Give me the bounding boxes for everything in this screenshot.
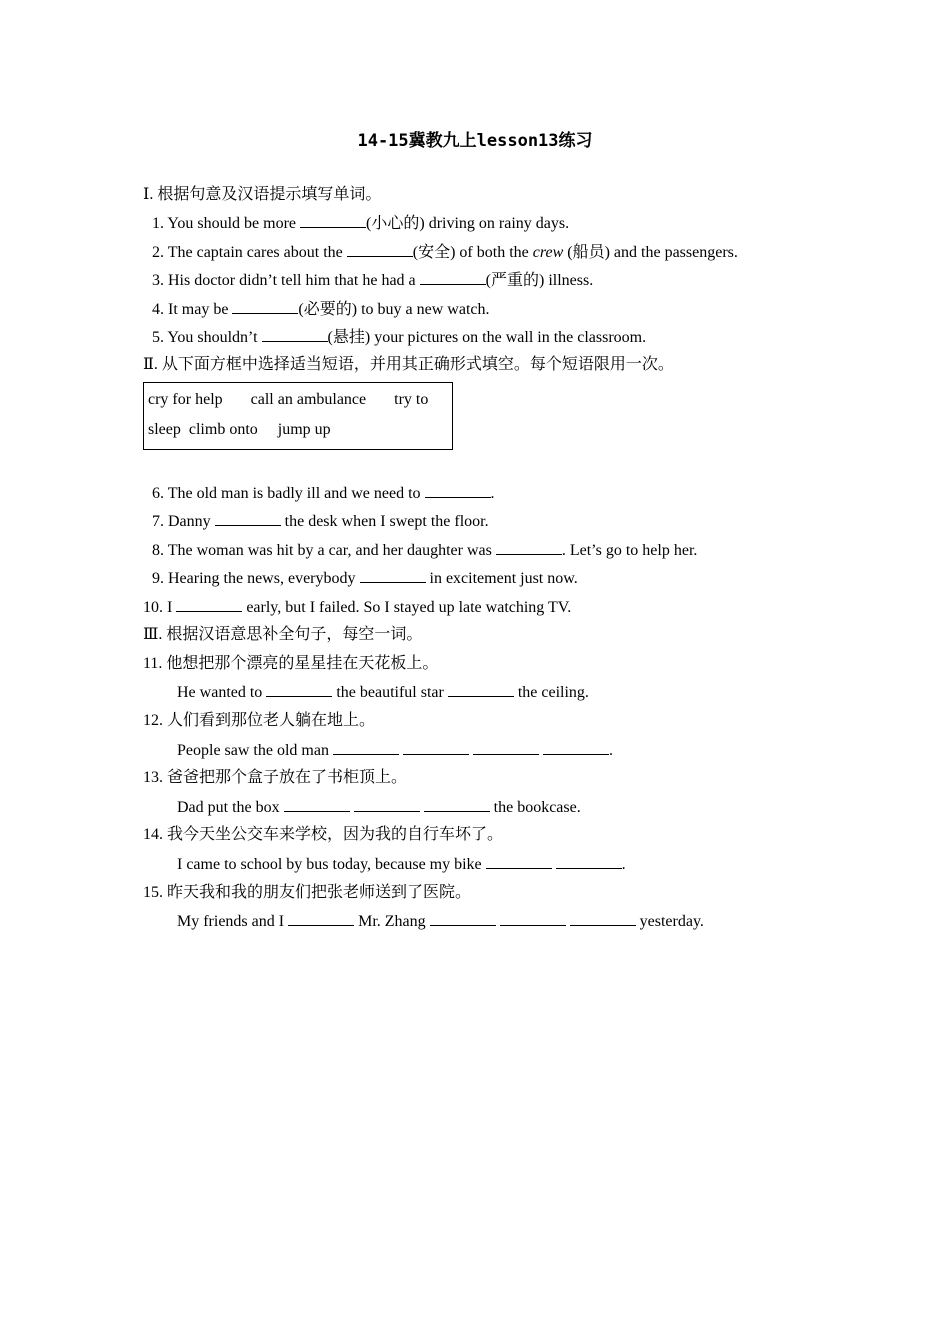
section3-heading: Ⅲ. 根据汉语意思补全句子，每空一词。 (143, 626, 423, 643)
answer-blank[interactable] (176, 597, 242, 612)
answer-blank[interactable] (543, 740, 609, 755)
question-15-english: My friends and I Mr. Zhang yesterday. (177, 913, 704, 930)
answer-blank[interactable] (420, 270, 486, 285)
phrase: call an ambulance (250, 391, 367, 408)
answer-blank[interactable] (473, 740, 539, 755)
question-3: 3. His doctor didn’t tell him that he had a (严重的) illness. (152, 272, 594, 289)
answer-blank[interactable] (403, 740, 469, 755)
answer-blank[interactable] (333, 740, 399, 755)
question-11-chinese: 11. 他想把那个漂亮的星星挂在天花板上。 (143, 655, 439, 672)
answer-blank[interactable] (496, 540, 562, 555)
phrase: try to (394, 391, 429, 408)
question-6: 6. The old man is badly ill and we need to . (152, 485, 495, 502)
answer-blank[interactable] (284, 797, 350, 812)
answer-blank[interactable] (500, 911, 566, 926)
question-12-chinese: 12. 人们看到那位老人躺在地上。 (143, 712, 376, 729)
question-14-english: I came to school by bus today, because my bike . (177, 856, 626, 873)
answer-blank[interactable] (300, 213, 366, 228)
question-13-english: Dad put the box the bookcase. (177, 799, 581, 816)
question-11-english: He wanted to the beautiful star the ceiling. (177, 684, 589, 701)
phrase-box (143, 382, 453, 450)
section2-heading: Ⅱ. 从下面方框中选择适当短语，并用其正确形式填空。每个短语限用一次。 (143, 356, 674, 373)
question-13-chinese: 13. 爸爸把那个盒子放在了书柜顶上。 (143, 769, 408, 786)
question-7: 7. Danny the desk when I swept the floor. (152, 513, 489, 530)
answer-blank[interactable] (215, 511, 281, 526)
answer-blank[interactable] (486, 854, 552, 869)
answer-blank[interactable] (354, 797, 420, 812)
answer-blank[interactable] (288, 911, 354, 926)
answer-blank[interactable] (425, 483, 491, 498)
answer-blank[interactable] (360, 568, 426, 583)
phrase: cry for help (148, 391, 223, 408)
answer-blank[interactable] (266, 682, 332, 697)
question-2: 2. The captain cares about the (安全) of both the crew (船员) and the passengers. (152, 244, 738, 261)
question-1: 1. You should be more (小心的) driving on rainy days. (152, 215, 570, 232)
answer-blank[interactable] (448, 682, 514, 697)
question-14-chinese: 14. 我今天坐公交车来学校，因为我的自行车坏了。 (143, 826, 504, 843)
question-9: 9. Hearing the news, everybody in excitement just now. (152, 570, 578, 587)
document-title: 14-15冀教九上lesson13练习 (357, 131, 593, 151)
question-5: 5. You shouldn’t (悬挂) your pictures on the wall in the classroom. (152, 329, 647, 346)
answer-blank[interactable] (424, 797, 490, 812)
answer-blank[interactable] (556, 854, 622, 869)
phrase: climb onto (188, 421, 258, 438)
question-15-chinese: 15. 昨天我和我的朋友们把张老师送到了医院。 (143, 884, 472, 901)
phrase: sleep (148, 421, 181, 438)
section1-heading: Ⅰ. 根据句意及汉语提示填写单词。 (143, 186, 382, 203)
answer-blank[interactable] (430, 911, 496, 926)
answer-blank[interactable] (570, 911, 636, 926)
answer-blank[interactable] (347, 242, 413, 257)
question-12-english: People saw the old man . (177, 742, 613, 759)
phrase: jump up (277, 421, 331, 438)
answer-blank[interactable] (262, 327, 328, 342)
answer-blank[interactable] (232, 299, 298, 314)
question-10: 10. I early, but I failed. So I stayed up late watching TV. (143, 599, 572, 616)
question-4: 4. It may be (必要的) to buy a new watch. (152, 301, 490, 318)
question-8: 8. The woman was hit by a car, and her daughter was . Let’s go to help her. (152, 542, 698, 559)
